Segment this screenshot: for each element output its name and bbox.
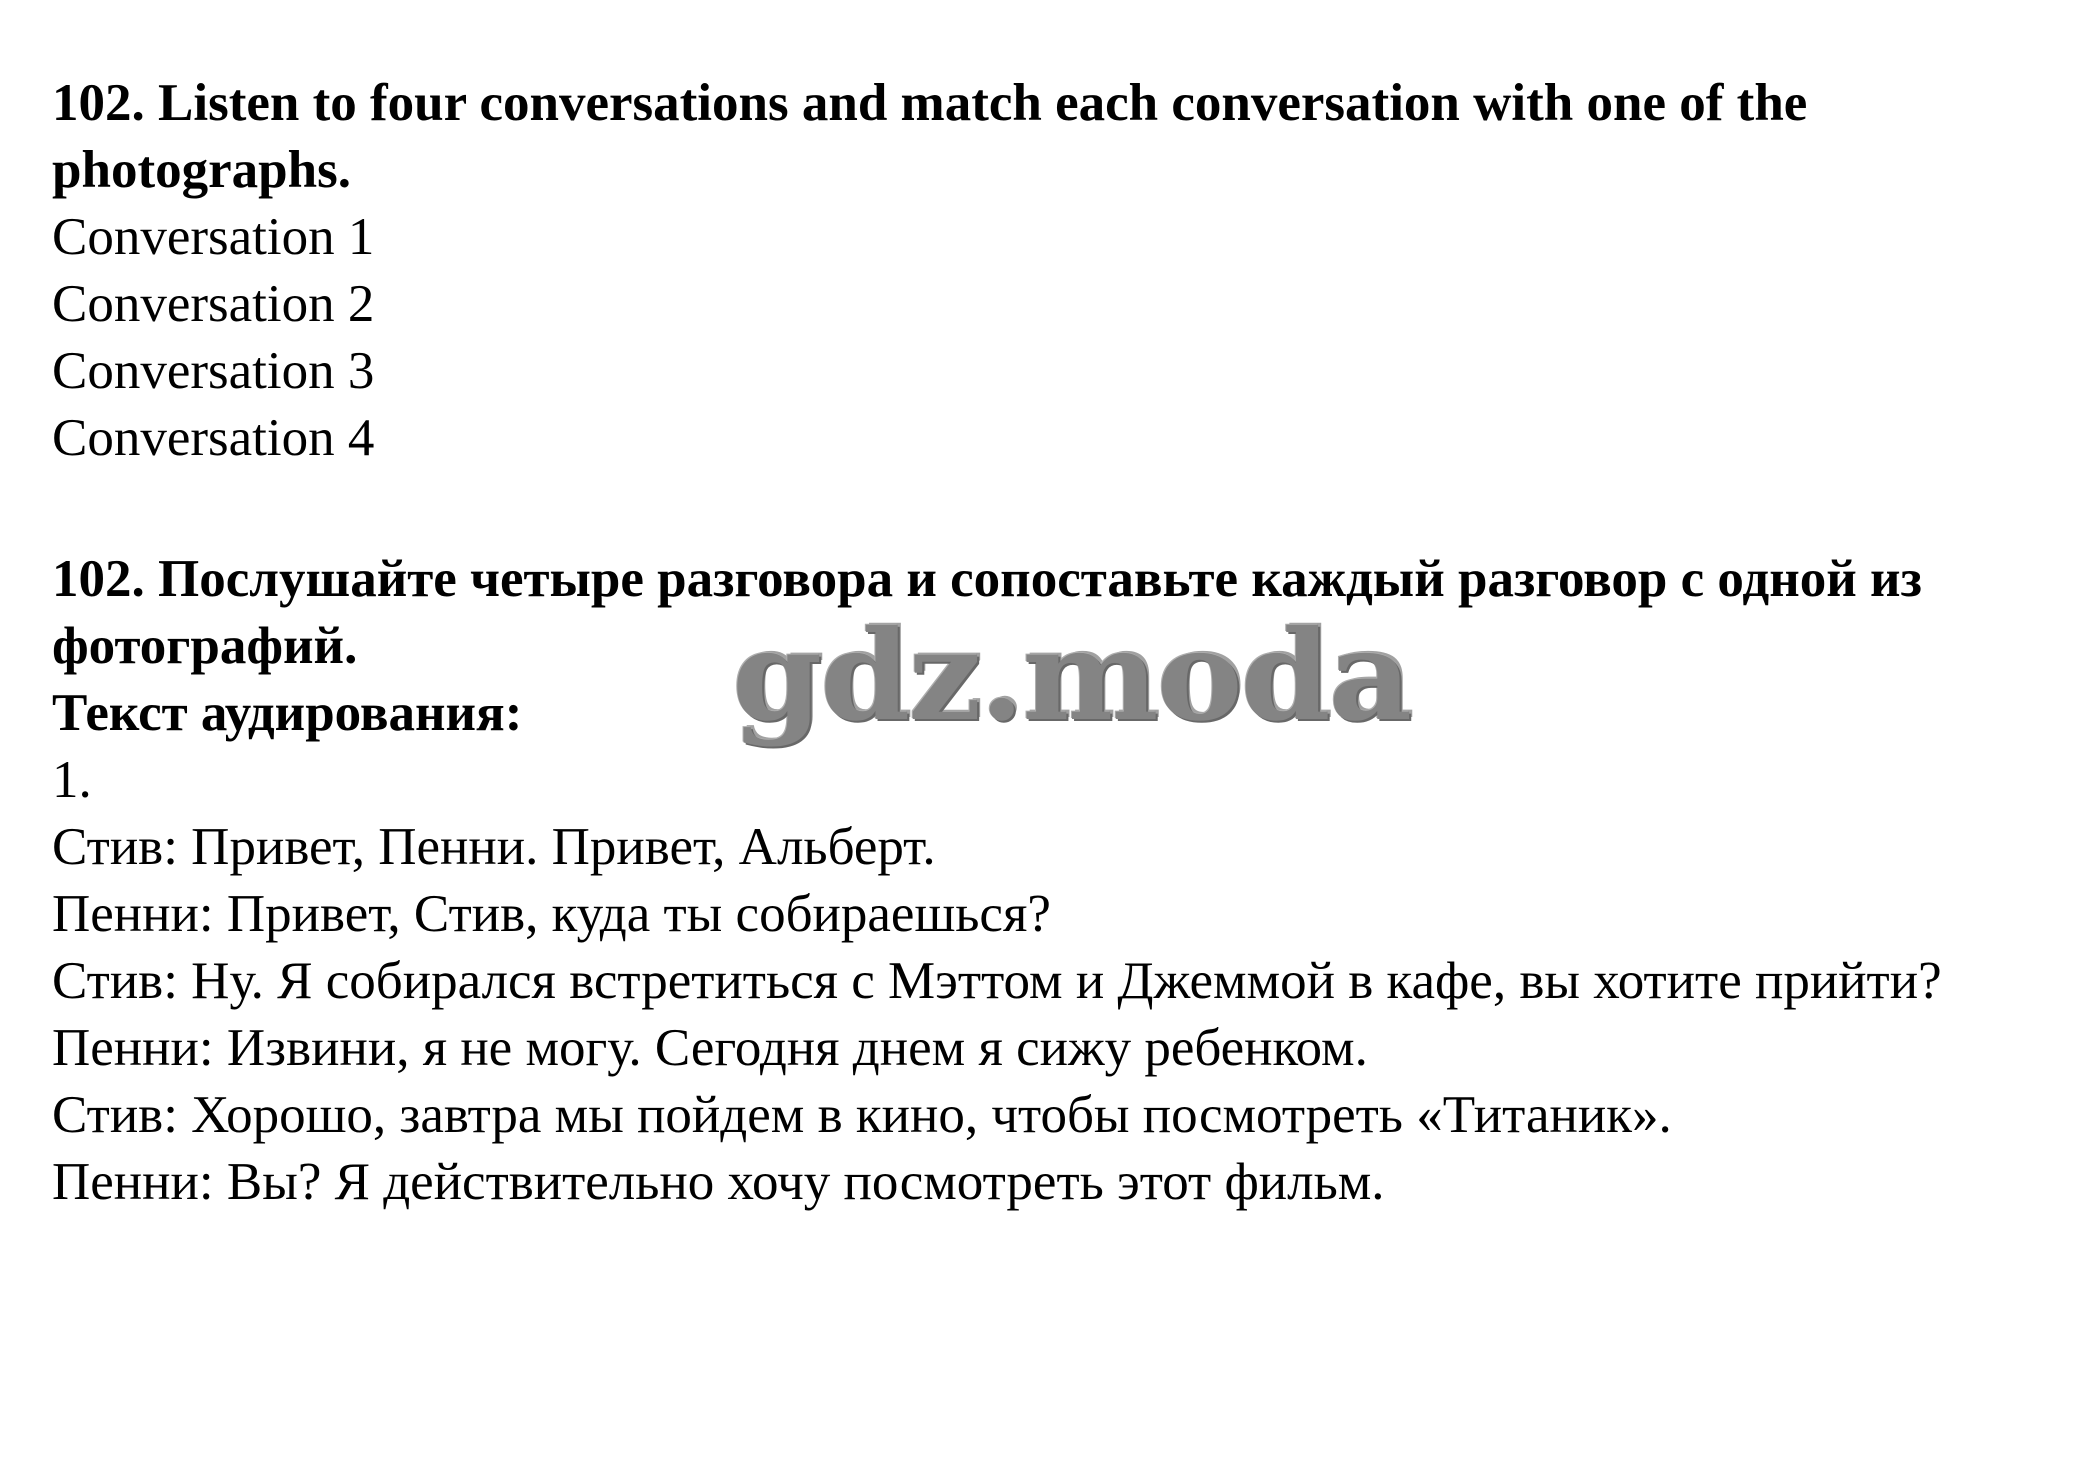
dialogue-line-4: Пенни: Извини, я не могу. Сегодня днем я сижу ребенком. — [52, 1019, 1368, 1077]
russian-task-heading: 102. Послушайте четыре разговора и сопоставьте каждый разговор с одной из фотографий. — [52, 550, 1922, 675]
dialogue-line-1: Стив: Привет, Пенни. Привет, Альберт. — [52, 818, 936, 876]
listening-text-subheading: Текст аудирования: — [52, 684, 523, 742]
dialogue-number: 1. — [52, 751, 92, 809]
dialogue-line-6: Пенни: Вы? Я действительно хочу посмотреть этот фильм. — [52, 1153, 1385, 1211]
conversation-item-3: Conversation 3 — [52, 342, 375, 400]
dialogue-line-3: Стив: Ну. Я собирался встретиться с Мэттом и Джеммой в кафе, вы хотите прийти? — [52, 952, 1942, 1010]
section-spacer — [52, 472, 2042, 546]
dialogue-line-2: Пенни: Привет, Стив, куда ты собираешься? — [52, 885, 1051, 943]
dialogue-line-5: Стив: Хорошо, завтра мы пойдем в кино, чтобы посмотреть «Титаник». — [52, 1086, 1672, 1144]
conversation-item-4: Conversation 4 — [52, 409, 375, 467]
watermark-logo: gdz.moda — [732, 604, 1411, 749]
conversation-item-1: Conversation 1 — [52, 208, 375, 266]
conversation-item-2: Conversation 2 — [52, 275, 375, 333]
english-task-heading: 102. Listen to four conversations and match each conversation with one of the photographs. — [52, 74, 1808, 199]
